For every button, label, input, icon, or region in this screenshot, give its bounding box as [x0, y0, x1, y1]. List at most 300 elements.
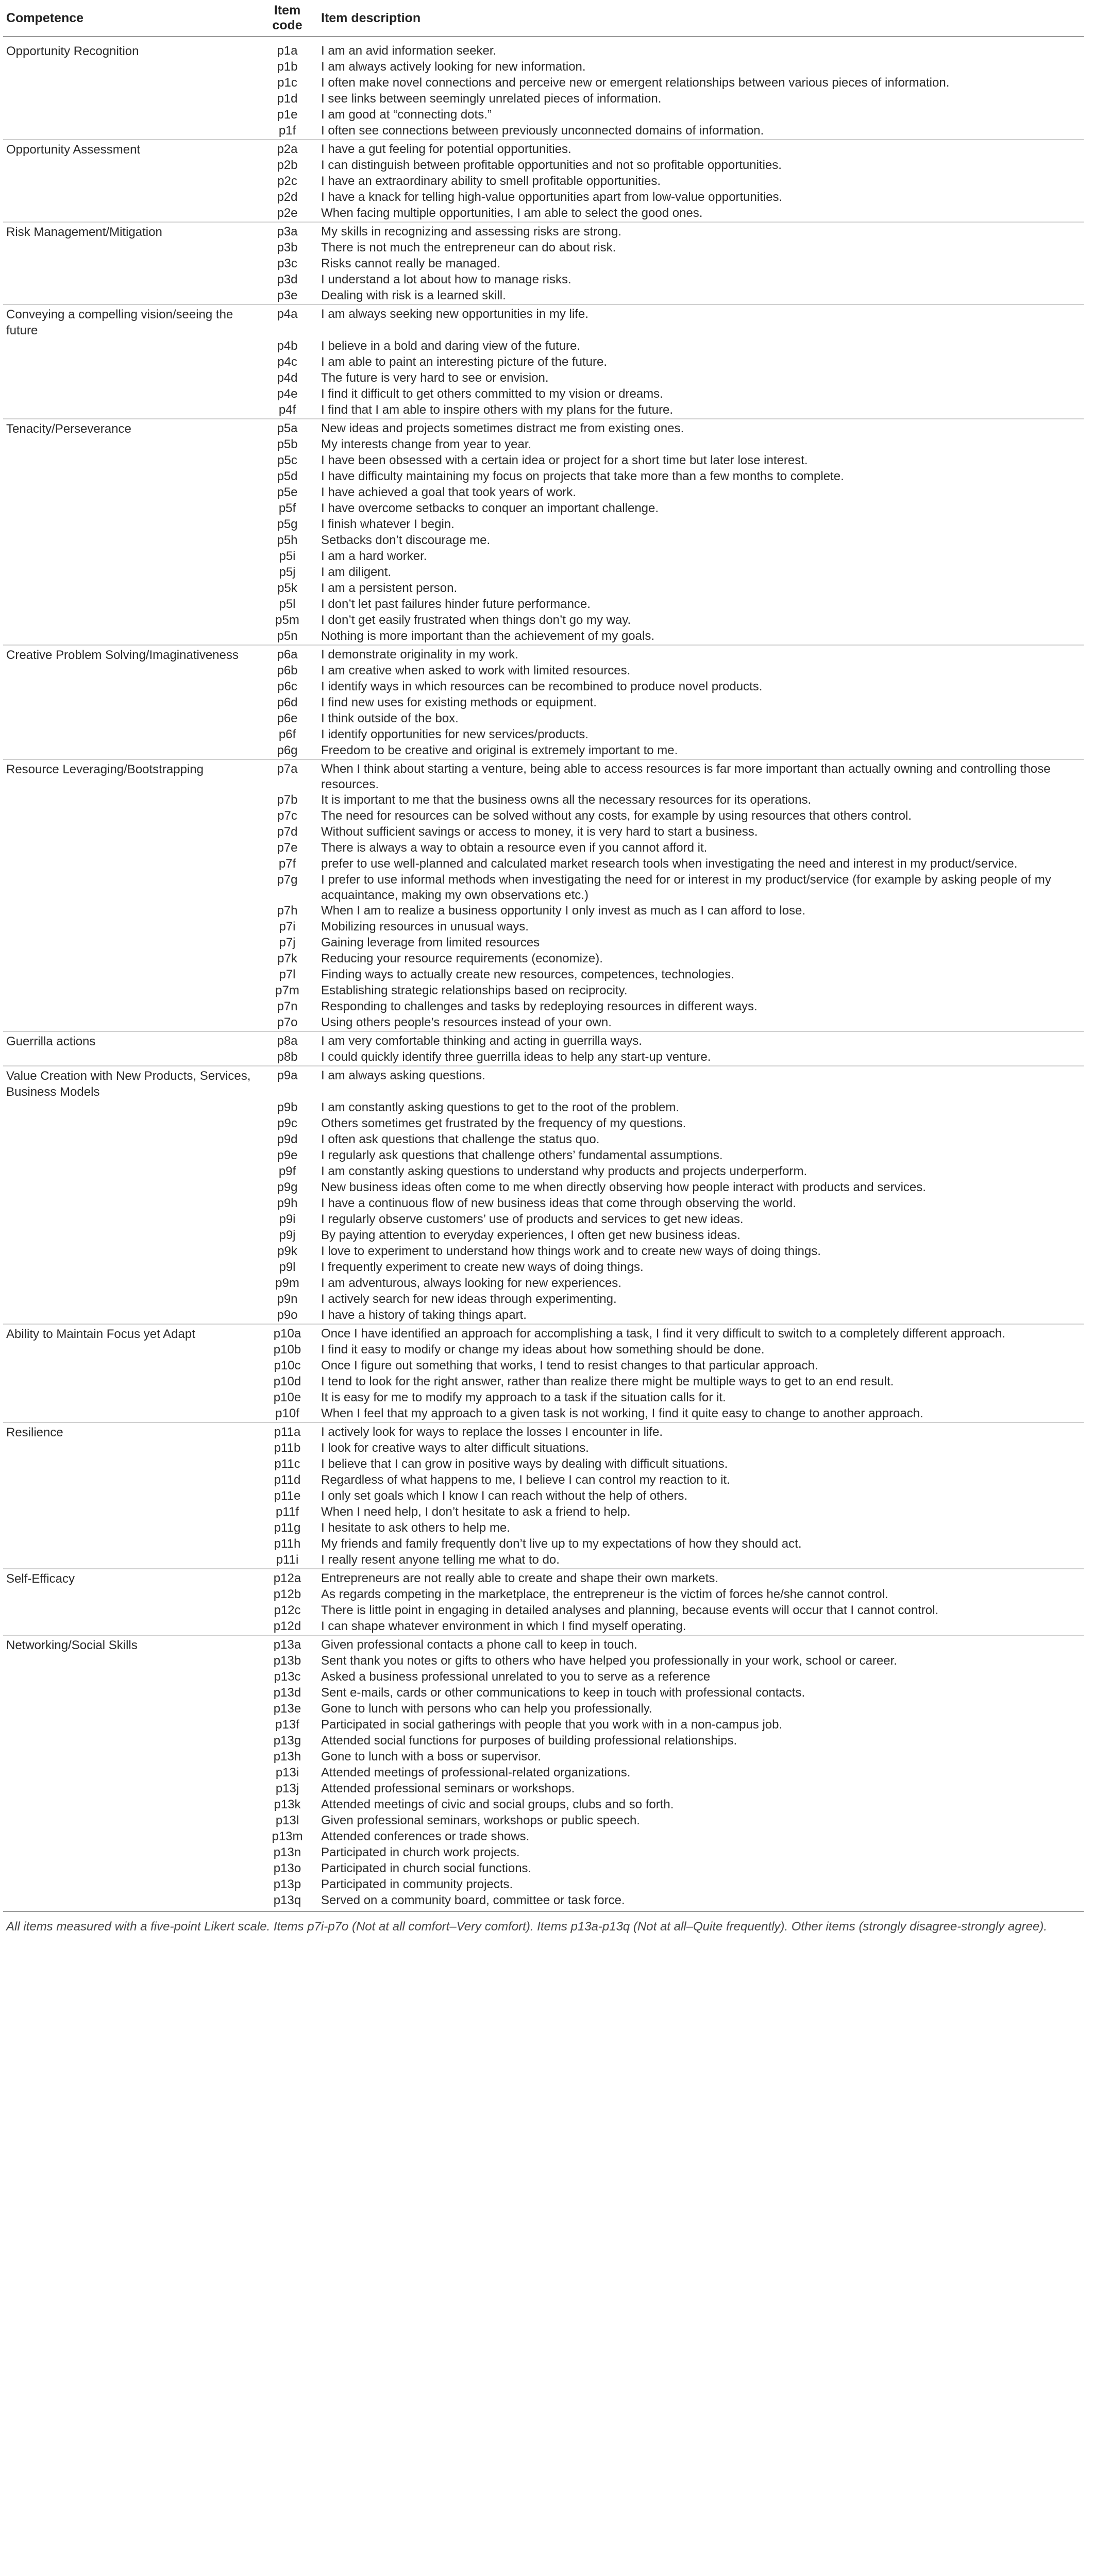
table-row — [3, 1845, 1084, 1861]
item-code-cell: p5e — [277, 485, 298, 499]
item-description-cell: I have been obsessed with a certain idea or project for a short time but later lose interest. — [321, 453, 808, 467]
table-row — [3, 565, 1084, 581]
table-row — [3, 1717, 1084, 1733]
table-row — [3, 645, 1084, 663]
item-description-cell: I only set goals which I know I can reach without the help of others. — [321, 1489, 688, 1503]
competence-cell: Self-Efficacy — [3, 1569, 257, 1587]
item-code-cell: p9n — [277, 1292, 298, 1306]
item-code-cell: p13j — [275, 1782, 299, 1795]
competence-cell — [3, 1276, 257, 1292]
competence-cell — [3, 174, 257, 190]
table-row — [3, 1066, 1084, 1100]
item-description-cell: Attended conferences or trade shows. — [321, 1829, 530, 1843]
item-description-cell: I am always actively looking for new information. — [321, 60, 586, 74]
competence-cell — [3, 967, 257, 983]
competence-cell — [3, 1196, 257, 1212]
table-row — [3, 370, 1084, 386]
competence-cell — [3, 1180, 257, 1196]
table-row — [3, 206, 1084, 222]
item-code-cell: p5l — [279, 597, 296, 611]
item-description-cell: prefer to use well-planned and calculated market research tools when investigating the need and interest in my product/service. — [321, 857, 1018, 871]
item-description-cell: I identify ways in which resources can be recombined to produce novel products. — [321, 680, 763, 693]
table-row — [3, 967, 1084, 983]
item-code-cell: p11g — [274, 1521, 301, 1535]
item-code-cell: p9g — [277, 1180, 298, 1194]
item-description-cell: Gone to lunch with persons who can help you professionally. — [321, 1702, 652, 1716]
competence-cell — [3, 727, 257, 743]
item-code-cell: p7h — [277, 904, 298, 918]
competence-cell — [3, 1342, 257, 1358]
item-code-cell: p3a — [257, 222, 318, 240]
table-row — [3, 1244, 1084, 1260]
table-row — [3, 1148, 1084, 1164]
competence-cell — [3, 1536, 257, 1552]
competence-cell — [3, 354, 257, 370]
competence-cell — [3, 240, 257, 256]
item-code-cell: p9c — [277, 1116, 297, 1130]
item-code-cell: p10d — [273, 1375, 301, 1388]
item-code-cell: p4f — [278, 403, 296, 417]
table-row — [3, 222, 1084, 240]
item-description-cell: I think outside of the box. — [321, 711, 459, 725]
item-code-cell: p1a — [277, 44, 298, 58]
header-item-code: Item code — [257, 0, 318, 37]
table-row — [3, 140, 1084, 158]
table-row — [3, 1893, 1084, 1909]
item-code-cell: p5c — [277, 453, 297, 467]
competence-cell — [3, 919, 257, 935]
item-description-cell: Once I have identified an approach for accomplishing a task, I find it very difficult to switch to a completely different approach. — [318, 1324, 1084, 1342]
table-row — [3, 437, 1084, 453]
item-description-cell: Served on a community board, committee or task force. — [321, 1893, 625, 1907]
item-description-cell: I can shape whatever environment in which I find myself operating. — [321, 1619, 686, 1633]
table-row — [3, 935, 1084, 951]
table-row — [3, 951, 1084, 967]
item-description-cell: Gaining leverage from limited resources — [321, 936, 540, 950]
item-description-cell: Finding ways to actually create new resources, competences, technologies. — [321, 968, 734, 981]
item-description-cell: I really resent anyone telling me what to do. — [321, 1553, 560, 1567]
item-code-cell: p5i — [279, 549, 296, 563]
table-row — [3, 1504, 1084, 1520]
table-body — [3, 37, 1084, 1909]
item-description-cell: My friends and family frequently don’t live up to my expectations of how they should act. — [321, 1537, 802, 1551]
competence-cell — [3, 1619, 257, 1635]
competence-cell — [3, 256, 257, 272]
item-description-cell: I can distinguish between profitable opportunities and not so profitable opportunities. — [321, 158, 782, 172]
item-description-cell: I have a continuous flow of new business ideas that come through observing the world. — [321, 1196, 796, 1210]
table-row — [3, 1552, 1084, 1569]
competence-cell — [3, 1733, 257, 1749]
item-code-cell: p9m — [275, 1276, 299, 1290]
item-code-cell: p9e — [277, 1148, 298, 1162]
table-row — [3, 1196, 1084, 1212]
competence-cell: Creative Problem Solving/Imaginativeness — [3, 645, 257, 663]
table-row — [3, 1701, 1084, 1717]
table-row — [3, 107, 1084, 123]
item-description-cell: I hesitate to ask others to help me. — [321, 1521, 510, 1535]
competence-cell — [3, 1456, 257, 1472]
competence-cell — [3, 1861, 257, 1877]
item-code-cell: p11c — [274, 1457, 300, 1471]
item-code-cell: p11i — [276, 1553, 299, 1567]
item-description-cell: I have an extraordinary ability to smell profitable opportunities. — [321, 174, 661, 188]
item-code-cell: p6a — [257, 645, 318, 663]
item-code-cell: p9k — [277, 1244, 297, 1258]
table-row — [3, 613, 1084, 629]
item-code-cell: p7m — [275, 984, 299, 997]
item-code-cell: p4a — [257, 304, 318, 338]
table-row — [3, 1422, 1084, 1440]
competence-cell — [3, 1552, 257, 1569]
table-row — [3, 629, 1084, 645]
item-code-cell: p13o — [273, 1861, 301, 1875]
competence-cell — [3, 469, 257, 485]
competence-cell — [3, 1116, 257, 1132]
competence-cell — [3, 453, 257, 469]
item-code-cell: p6b — [277, 664, 298, 677]
item-code-cell: p9h — [277, 1196, 298, 1210]
competence-cell — [3, 1797, 257, 1813]
table-row — [3, 983, 1084, 999]
item-code-cell: p4b — [277, 339, 298, 353]
competence-cell — [3, 1440, 257, 1456]
item-description-cell: When I feel that my approach to a given task is not working, I find it quite easy to change to another approach. — [321, 1406, 923, 1420]
item-description-cell: It is important to me that the business owns all the necessary resources for its operations. — [321, 793, 812, 807]
table-footnote: All items measured with a five-point Likert scale. Items p7i-p7o (Not at all comfort–Very comfort). Items p13a-p13q (Not at all–Quite frequently). Other items (strongly disagree-strongly agree). — [3, 1911, 1084, 1935]
competence-cell — [3, 1472, 257, 1488]
table-row — [3, 354, 1084, 370]
item-description-cell: I often see connections between previously unconnected domains of information. — [321, 124, 764, 138]
competence-cell — [3, 437, 257, 453]
item-description-cell: Once I figure out something that works, I tend to resist changes to that particular approach. — [321, 1359, 818, 1372]
table-row — [3, 1358, 1084, 1374]
item-description-cell: My interests change from year to year. — [321, 437, 532, 451]
item-code-cell: p5d — [277, 469, 298, 483]
competence-cell — [3, 206, 257, 222]
item-description-cell: When I am to realize a business opportunity I only invest as much as I can afford to lose. — [321, 904, 806, 918]
item-description-cell: I finish whatever I begin. — [321, 517, 455, 531]
item-description-cell: Attended meetings of civic and social groups, clubs and so forth. — [321, 1798, 674, 1811]
item-description-cell: I am a persistent person. — [321, 581, 458, 595]
table-row — [3, 1390, 1084, 1406]
table-row — [3, 1031, 1084, 1049]
table-row — [3, 1308, 1084, 1324]
header-row — [3, 0, 1084, 37]
table-row — [3, 1520, 1084, 1536]
competence-cell: Guerrilla actions — [3, 1031, 257, 1049]
table-row — [3, 272, 1084, 288]
item-code-cell: p12a — [257, 1569, 318, 1587]
competence-cell — [3, 983, 257, 999]
table-row — [3, 663, 1084, 679]
table-row — [3, 533, 1084, 549]
item-code-cell: p13m — [272, 1829, 303, 1843]
competence-cell — [3, 1669, 257, 1685]
table-row — [3, 419, 1084, 437]
item-code-cell: p12d — [273, 1619, 301, 1633]
competence-cell — [3, 1228, 257, 1244]
header-competence: Competence — [3, 0, 257, 37]
competence-cell — [3, 533, 257, 549]
competence-cell — [3, 402, 257, 419]
table-row — [3, 91, 1084, 107]
table-row — [3, 469, 1084, 485]
table-row — [3, 808, 1084, 824]
item-code-cell: p12b — [273, 1587, 301, 1601]
item-code-cell: p13f — [275, 1718, 299, 1732]
item-code-cell: p7e — [277, 841, 298, 855]
item-description-cell: Participated in church social functions. — [321, 1861, 532, 1875]
table-row — [3, 1342, 1084, 1358]
table-row — [3, 549, 1084, 565]
item-description-cell: When I need help, I don’t hesitate to ask a friend to help. — [321, 1505, 631, 1519]
item-code-cell: p8a — [257, 1031, 318, 1049]
competence-cell — [3, 91, 257, 107]
item-description-cell: New business ideas often come to me when directly observing how people interact with products and services. — [321, 1180, 926, 1194]
table-row — [3, 1829, 1084, 1845]
item-code-cell: p2d — [277, 190, 298, 204]
item-description-cell: I believe that I can grow in positive ways by dealing with difficult situations. — [321, 1457, 728, 1471]
item-code-cell: p5a — [257, 419, 318, 437]
table-row — [3, 597, 1084, 613]
item-description-cell: Sent thank you notes or gifts to others who have helped you professionally in your work, school or career. — [321, 1654, 897, 1668]
competence-cell — [3, 1015, 257, 1031]
item-description-cell: There is little point in engaging in detailed analyses and planning, because events will occur that I cannot control. — [321, 1603, 939, 1617]
competence-cell — [3, 935, 257, 951]
item-code-cell: p13e — [273, 1702, 301, 1716]
table-row — [3, 1685, 1084, 1701]
competence-cell — [3, 288, 257, 304]
item-code-cell: p13g — [273, 1734, 301, 1748]
item-code-cell: p5b — [277, 437, 298, 451]
table-row — [3, 1603, 1084, 1619]
table-row — [3, 1049, 1084, 1066]
competence-cell — [3, 1749, 257, 1765]
item-description-cell: I am constantly asking questions to get to the root of the problem. — [321, 1100, 680, 1114]
competence-cell — [3, 370, 257, 386]
item-description-cell: I often ask questions that challenge the status quo. — [321, 1132, 600, 1146]
item-description-cell: I am able to paint an interesting picture of the future. — [321, 355, 607, 369]
table-row — [3, 190, 1084, 206]
item-description-cell: I am good at “connecting dots.” — [321, 108, 492, 122]
item-code-cell: p9b — [277, 1100, 298, 1114]
table-row — [3, 386, 1084, 402]
item-description-cell: As regards competing in the marketplace, the entrepreneur is the victim of forces he/she cannot control. — [321, 1587, 888, 1601]
item-description-cell: The future is very hard to see or envision. — [321, 371, 549, 385]
item-description-cell: I have a gut feeling for potential opportunities. — [318, 140, 1084, 158]
item-code-cell: p5k — [277, 581, 297, 595]
item-description-cell: I regularly ask questions that challenge others’ fundamental assumptions. — [321, 1148, 723, 1162]
table-row — [3, 37, 1084, 59]
table-row — [3, 501, 1084, 517]
table-row — [3, 919, 1084, 935]
item-code-cell: p11d — [274, 1473, 301, 1487]
item-description-cell: I look for creative ways to alter difficult situations. — [321, 1441, 589, 1455]
table-row — [3, 743, 1084, 759]
item-description-cell: I am always asking questions. — [318, 1066, 1084, 1100]
table-header — [3, 0, 1084, 37]
table-row — [3, 240, 1084, 256]
competence-cell — [3, 629, 257, 645]
item-code-cell: p12c — [274, 1603, 301, 1617]
item-description-cell: I identify opportunities for new services/products. — [321, 727, 588, 741]
item-code-cell: p11f — [276, 1505, 299, 1519]
item-code-cell: p11b — [274, 1441, 301, 1455]
competence-cell — [3, 549, 257, 565]
table-row — [3, 903, 1084, 919]
competence-cell — [3, 75, 257, 91]
item-description-cell: Dealing with risk is a learned skill. — [321, 289, 506, 302]
item-code-cell: p5n — [277, 629, 298, 643]
competence-cell — [3, 1244, 257, 1260]
competence-cell — [3, 1603, 257, 1619]
item-code-cell: p13q — [273, 1893, 301, 1907]
competence-cell: Resource Leveraging/Bootstrapping — [3, 759, 257, 792]
item-code-cell: p7k — [277, 952, 297, 965]
competence-cell — [3, 1100, 257, 1116]
table-row — [3, 1292, 1084, 1308]
table-row — [3, 1488, 1084, 1504]
item-code-cell: p7g — [277, 873, 298, 887]
competence-cell — [3, 951, 257, 967]
item-description-cell: I don’t get easily frustrated when things don’t go my way. — [321, 613, 631, 627]
item-description-cell: I believe in a bold and daring view of the future. — [321, 339, 580, 353]
item-code-cell: p10f — [275, 1406, 299, 1420]
competence-cell — [3, 1717, 257, 1733]
item-code-cell: p2e — [277, 206, 298, 220]
item-description-cell: Given professional contacts a phone call to keep in touch. — [318, 1635, 1084, 1653]
item-description-cell: By paying attention to everyday experiences, I often get new business ideas. — [321, 1228, 741, 1242]
item-description-cell: My skills in recognizing and assessing risks are strong. — [318, 222, 1084, 240]
table-row — [3, 1765, 1084, 1781]
item-description-cell: I understand a lot about how to manage risks. — [321, 273, 571, 286]
competence-cell — [3, 1132, 257, 1148]
competence-cell — [3, 856, 257, 872]
item-code-cell: p1e — [277, 108, 298, 122]
competence-cell: Value Creation with New Products, Services, Business Models — [3, 1066, 257, 1100]
table-row — [3, 1212, 1084, 1228]
item-description-cell: Entrepreneurs are not really able to create and shape their own markets. — [318, 1569, 1084, 1587]
competence-cell — [3, 824, 257, 840]
item-code-cell: p5h — [277, 533, 298, 547]
competence-cell — [3, 695, 257, 711]
table-row — [3, 123, 1084, 140]
item-description-cell: I am very comfortable thinking and acting in guerrilla ways. — [318, 1031, 1084, 1049]
table-row — [3, 1569, 1084, 1587]
item-description-cell: I actively look for ways to replace the losses I encounter in life. — [318, 1422, 1084, 1440]
competence-cell — [3, 517, 257, 533]
competence-cell — [3, 1374, 257, 1390]
item-description-cell: Participated in social gatherings with people that you work with in a non-campus job. — [321, 1718, 783, 1732]
item-description-cell: I find new uses for existing methods or equipment. — [321, 696, 597, 709]
table-row — [3, 1324, 1084, 1342]
table-row — [3, 581, 1084, 597]
table-row — [3, 1619, 1084, 1635]
competence-items-table — [3, 0, 1084, 1909]
table-row — [3, 338, 1084, 354]
item-code-cell: p8b — [277, 1050, 298, 1064]
item-code-cell: p13n — [273, 1845, 301, 1859]
competence-cell — [3, 1308, 257, 1324]
item-code-cell: p1b — [277, 60, 298, 74]
item-code-cell: p10e — [273, 1391, 301, 1404]
competence-cell — [3, 679, 257, 695]
item-description-cell: It is easy for me to modify my approach to a task if the situation calls for it. — [321, 1391, 726, 1404]
item-code-cell: p9l — [279, 1260, 296, 1274]
table-row — [3, 158, 1084, 174]
item-description-cell: I could quickly identify three guerrilla ideas to help any start-up venture. — [321, 1050, 711, 1064]
table-row — [3, 1015, 1084, 1031]
competence-cell — [3, 123, 257, 140]
item-description-cell: When I think about starting a venture, being able to access resources is far more important than actually owning and controlling those resources. — [318, 759, 1084, 792]
item-description-cell: Without sufficient savings or access to money, it is very hard to start a business. — [321, 825, 758, 839]
table-row — [3, 872, 1084, 903]
item-code-cell: p4d — [277, 371, 298, 385]
item-code-cell: p13b — [273, 1654, 301, 1668]
table-row — [3, 1733, 1084, 1749]
item-description-cell: I find that I am able to inspire others with my plans for the future. — [321, 403, 674, 417]
item-description-cell: Reducing your resource requirements (economize). — [321, 952, 603, 965]
item-code-cell: p13i — [275, 1766, 299, 1780]
item-code-cell: p10a — [257, 1324, 318, 1342]
item-description-cell: I tend to look for the right answer, rather than realize there might be multiple ways to get to an end result. — [321, 1375, 894, 1388]
item-description-cell: I see links between seemingly unrelated pieces of information. — [321, 92, 662, 106]
competence-cell — [3, 338, 257, 354]
item-code-cell: p9a — [257, 1066, 318, 1100]
competence-cell — [3, 565, 257, 581]
table-row — [3, 1669, 1084, 1685]
table-row — [3, 1536, 1084, 1552]
item-description-cell: I have achieved a goal that took years of work. — [321, 485, 576, 499]
competence-cell — [3, 1260, 257, 1276]
table-row — [3, 840, 1084, 856]
competence-cell — [3, 1520, 257, 1536]
item-description-cell: Gone to lunch with a boss or supervisor. — [321, 1750, 541, 1764]
item-code-cell: p13a — [257, 1635, 318, 1653]
table-row — [3, 727, 1084, 743]
item-code-cell: p13p — [273, 1877, 301, 1891]
table-row — [3, 1749, 1084, 1765]
item-description-cell: I love to experiment to understand how things work and to create new ways of doing things. — [321, 1244, 821, 1258]
item-code-cell: p13c — [274, 1670, 301, 1684]
competence-cell — [3, 743, 257, 759]
item-description-cell: Others sometimes get frustrated by the frequency of my questions. — [321, 1116, 686, 1130]
competence-cell — [3, 999, 257, 1015]
table-row — [3, 1877, 1084, 1893]
item-description-cell: I am constantly asking questions to understand why products and projects underperform. — [321, 1164, 808, 1178]
item-description-cell: Establishing strategic relationships based on reciprocity. — [321, 984, 628, 997]
competence-cell — [3, 663, 257, 679]
item-code-cell: p6d — [277, 696, 298, 709]
item-code-cell: p13h — [273, 1750, 301, 1764]
item-code-cell: p7a — [257, 759, 318, 792]
table-row — [3, 1456, 1084, 1472]
table-row — [3, 759, 1084, 792]
table-row — [3, 304, 1084, 338]
table-row — [3, 256, 1084, 272]
item-code-cell: p7l — [279, 968, 296, 981]
item-description-cell: When facing multiple opportunities, I am able to select the good ones. — [321, 206, 703, 220]
item-code-cell: p5j — [279, 565, 296, 579]
competence-cell — [3, 1504, 257, 1520]
table-row — [3, 1472, 1084, 1488]
table-row — [3, 1116, 1084, 1132]
item-code-cell: p6e — [277, 711, 298, 725]
item-code-cell: p4e — [277, 387, 298, 401]
table-row — [3, 999, 1084, 1015]
item-code-cell: p1c — [277, 76, 297, 90]
table-row — [3, 1861, 1084, 1877]
